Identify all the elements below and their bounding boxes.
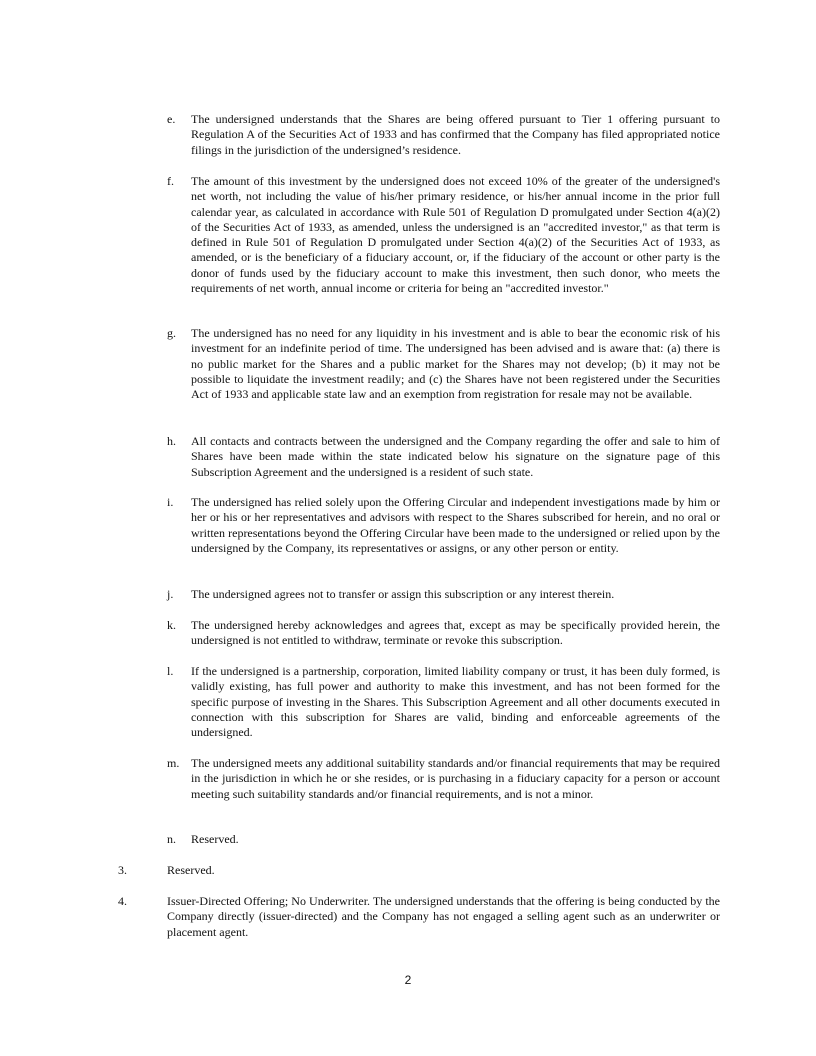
section-3 — [118, 863, 720, 878]
clause-text: The undersigned has no need for any liquidity in his investment and is able to bear the economic risk of his investment for an indefinite period of time. The undersigned has been advised and is aware that: (a) there is no public market for the Shares and a public market for the Shares may not develop; (b) it may not be possible to liquidate the investment readily; and (c) the Shares have not been registered under the Securities Act of 1933 and applicable state law and an exemption from registration for resale may not be available. — [191, 326, 720, 402]
clause-marker: k. — [167, 618, 176, 632]
clause-marker: l. — [167, 664, 174, 678]
clause-n — [167, 832, 720, 847]
clause-text: The amount of this investment by the undersigned does not exceed 10% of the greater of the undersigned's net worth, not including the value of his/her primary residence, or his/her annual income in the prior full calendar year, as calculated in accordance with Rule 501 of Regulation D promulgated under Section 4(a)(2) of the Securities Act of 1933, as amended, unless the undersigned is an "accredited investor," as that term is defined in Rule 501 of Regulation D promulgated under Section 4(a)(2) of the Securities Act of 1933, as amended, or is the beneficiary of a fiduciary account, or, if the fiduciary of the account or other party is the donor of funds used by the fiduciary account to make this investment, then such donor, who meets the requirements of net worth, annual income or criteria for being an "accredited investor." — [191, 174, 720, 296]
clause-marker: h. — [167, 434, 176, 448]
section-4 — [118, 894, 720, 940]
clause-m — [167, 756, 720, 802]
clause-text: The undersigned agrees not to transfer or assign this subscription or any interest therein. — [191, 587, 615, 601]
clause-marker: e. — [167, 112, 176, 126]
clause-text: The undersigned hereby acknowledges and agrees that, except as may be specifically provided herein, the undersigned is not entitled to withdraw, terminate or revoke this subscription. — [191, 618, 720, 648]
clause-h — [167, 434, 720, 480]
section-number: 4. — [118, 894, 127, 908]
clause-text: The undersigned has relied solely upon the Offering Circular and independent investigations made by him or her or his or her representatives and advisors with respect to the Shares subscribed for herein, and no oral or written representations beyond the Offering Circular have been made to the undersigned or relied upon by the undersigned by the Company, its representatives or assigns, or any other person or entity. — [191, 495, 720, 555]
clause-f — [167, 174, 720, 296]
clause-marker: i. — [167, 495, 174, 509]
clause-marker: n. — [167, 832, 176, 846]
clause-e — [167, 112, 720, 158]
section-text: Reserved. — [167, 863, 215, 877]
clause-marker: f. — [167, 174, 174, 188]
clause-text: The undersigned understands that the Shares are being offered pursuant to Tier 1 offering pursuant to Regulation A of the Securities Act of 1933 and has confirmed that the Company has filed appropriated notice filings in the jurisdiction of the undersigned’s residence. — [191, 112, 720, 157]
section-number: 3. — [118, 863, 127, 877]
clause-text: If the undersigned is a partnership, corporation, limited liability company or trust, it has been duly formed, is validly existing, has full power and authority to make this investment, and has not been formed for the specific purpose of investing in the Shares. This Subscription Agreement and all other documents executed in connection with this subscription for Shares are valid, binding and enforceable agreements of the undersigned. — [191, 664, 720, 740]
clause-text: Reserved. — [191, 832, 239, 846]
clause-marker: m. — [167, 756, 180, 770]
section-text: Issuer-Directed Offering; No Underwriter. The undersigned understands that the offering is being conducted by the Company directly (issuer-directed) and the Company has not engaged a selling agent such as an underwriter or placement agent. — [167, 894, 720, 939]
page-number: 2 — [404, 973, 412, 987]
clause-text: The undersigned meets any additional suitability standards and/or financial requirements that may be required in the jurisdiction in which he or she resides, or is purchasing in a fiduciary capacity for a person or account meeting such suitability standards and/or financial requirements, and is not a minor. — [191, 756, 720, 801]
clause-g — [167, 326, 720, 402]
clause-l — [167, 664, 720, 740]
clause-i — [167, 495, 720, 556]
clause-k — [167, 618, 720, 649]
clause-j — [167, 587, 720, 602]
clause-marker: j. — [167, 587, 174, 601]
clause-marker: g. — [167, 326, 176, 340]
clause-text: All contacts and contracts between the undersigned and the Company regarding the offer and sale to him of Shares have been made within the state indicated below his signature on the signature page of this Subscription Agreement and the undersigned is a resident of such state. — [191, 434, 720, 479]
